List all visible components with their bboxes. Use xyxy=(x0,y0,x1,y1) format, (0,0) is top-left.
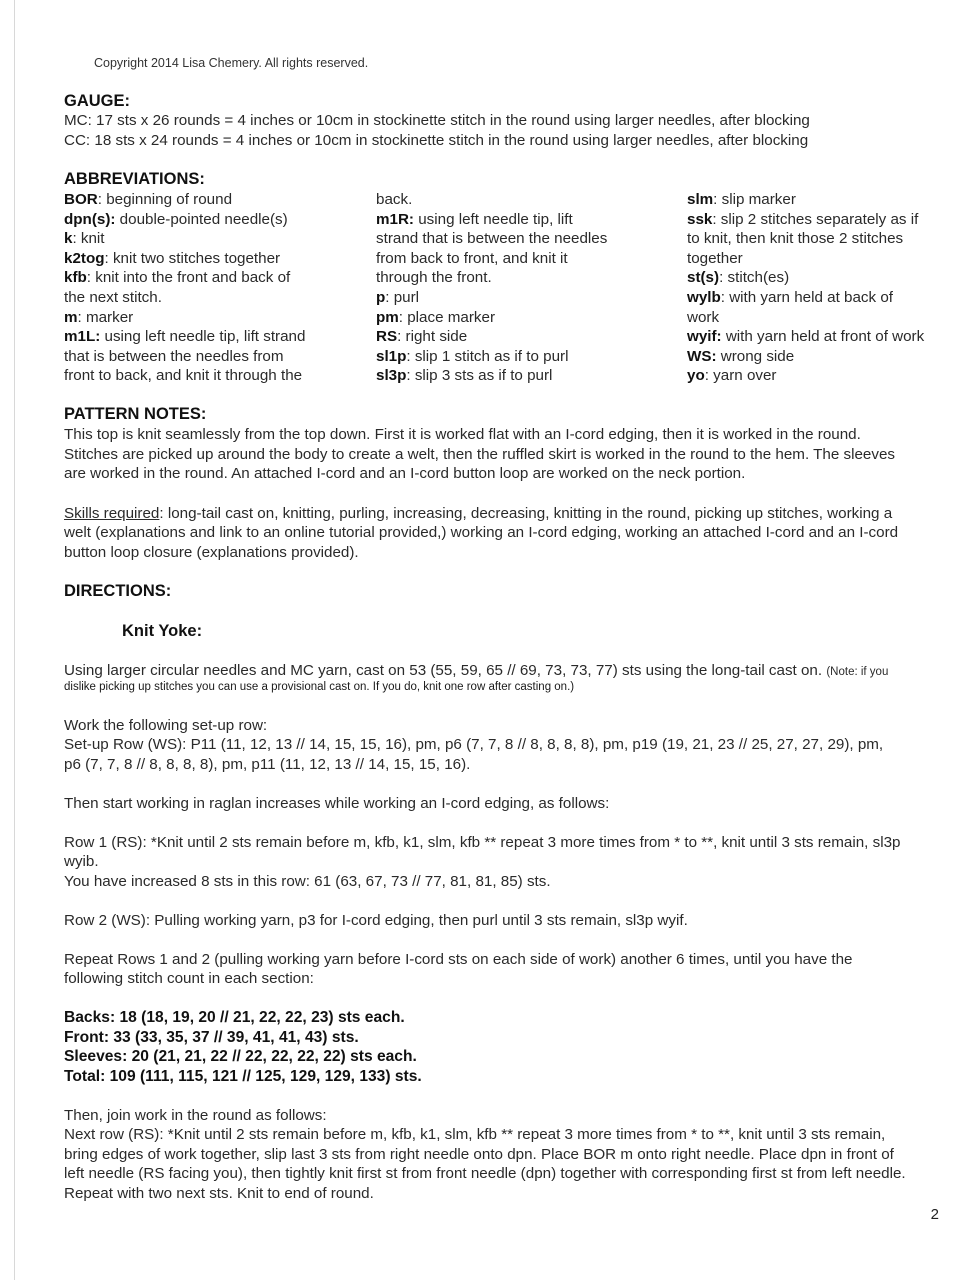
abbreviation-line xyxy=(64,229,305,249)
abbreviation-term: k xyxy=(64,230,73,248)
knit-yoke-subheading: Knit Yoke: xyxy=(122,622,203,640)
abbreviations-heading: ABBREVIATIONS: xyxy=(64,170,205,188)
abbreviation-definition: : slip 2 stitches separately as if xyxy=(712,210,919,228)
repeat-line: Repeat Rows 1 and 2 (pulling working yarn before I-cord sts on each side of work) another 6 times, until you have the xyxy=(64,951,853,968)
abbreviation-definition: : beginning of round xyxy=(97,191,233,208)
abbreviation-line xyxy=(376,288,607,308)
abbreviation-definition: wrong side xyxy=(716,347,795,365)
abbreviation-definition: front to back, and knit it through the xyxy=(64,367,303,385)
abbreviation-term: p xyxy=(376,288,386,306)
join-line: bring edges of work together, slip last 3 sts from right needle onto dpn. Place BOR m onto right needle. Place dpn in front of xyxy=(64,1146,894,1163)
abbreviation-line xyxy=(64,288,305,308)
cast-on-line xyxy=(64,661,888,683)
abbreviation-definition: : knit two stitches together xyxy=(104,249,281,267)
abbreviation-line xyxy=(64,366,305,386)
cast-on-note: (Note: if you xyxy=(826,666,889,678)
abbreviation-term: RS xyxy=(376,328,398,346)
abbreviation-line xyxy=(376,229,607,249)
abbreviation-term: slm xyxy=(687,191,714,208)
stitch-count-sleeves: Sleeves: 20 (21, 21, 22 // 22, 22, 22, 22) sts each. xyxy=(64,1048,417,1065)
abbreviation-term: ssk xyxy=(687,210,713,228)
abbreviation-line xyxy=(376,327,607,347)
pattern-notes-line: are worked in the round. An attached I-cord and an I-cord button loop are worked on the neck portion. xyxy=(64,465,746,482)
abbreviation-line xyxy=(376,190,607,210)
abbreviation-term: yo xyxy=(687,367,705,385)
abbreviation-line xyxy=(687,268,924,288)
abbreviation-line xyxy=(64,347,305,367)
abbreviation-line xyxy=(376,268,607,288)
abbreviation-term: kfb xyxy=(64,269,87,287)
skills-line: welt (explanations and link to an online tutorial provided,) working an I-cord edging, working an attached I-cord and an I-cord xyxy=(64,524,899,541)
abbreviation-term: m xyxy=(64,308,78,326)
abbreviation-term: wyif: xyxy=(687,328,722,346)
abbreviation-term: m1R: xyxy=(376,210,414,228)
abbreviation-line xyxy=(687,249,924,269)
abbreviation-line xyxy=(376,308,607,328)
abbreviation-line xyxy=(64,190,305,210)
abbreviation-term: BOR xyxy=(64,191,98,208)
skills-required-text: : long-tail cast on, knitting, purling, increasing, decreasing, knitting in the round, picking up stitches, working a xyxy=(159,505,893,522)
abbreviation-line xyxy=(376,249,607,269)
abbreviation-definition: double-pointed needle(s) xyxy=(115,210,288,228)
cast-on-note-line: dislike picking up stitches you can use a provisional cast on. If you do, knit one row after casting on.) xyxy=(64,681,575,693)
abbreviation-line xyxy=(64,210,305,230)
abbreviation-definition: : marker xyxy=(77,308,134,326)
abbreviations-column-3 xyxy=(687,190,924,386)
cast-on-text: Using larger circular needles and MC yarn, cast on 53 (55, 59, 65 // 69, 73, 73, 77) sts using the long-tail cast on. xyxy=(64,662,823,679)
abbreviation-definition: that is between the needles from xyxy=(64,347,284,365)
abbreviation-definition: : slip marker xyxy=(713,191,796,208)
abbreviation-definition: : knit into the front and back of xyxy=(86,269,291,287)
abbreviation-definition: : stitch(es) xyxy=(719,269,790,287)
abbreviation-line xyxy=(687,288,924,308)
abbreviations-column-1 xyxy=(64,190,305,386)
gauge-cc: CC: 18 sts x 24 rounds = 4 inches or 10cm in stockinette stitch in the round using larger needles, after blocking xyxy=(64,132,809,149)
stitch-count-total: Total: 109 (111, 115, 121 // 125, 129, 129, 133) sts. xyxy=(64,1068,422,1085)
page-edge xyxy=(14,0,15,1280)
copyright-notice: Copyright 2014 Lisa Chemery. All rights reserved. xyxy=(94,56,369,70)
abbreviation-term: WS: xyxy=(687,347,717,365)
abbreviation-term: dpn(s): xyxy=(64,210,116,228)
abbreviation-definition: with yarn held at front of work xyxy=(721,328,925,346)
abbreviation-line xyxy=(687,327,924,347)
abbreviation-line xyxy=(64,249,305,269)
abbreviation-definition: through the front. xyxy=(376,269,492,287)
skills-required-line xyxy=(64,504,892,524)
abbreviation-term: pm xyxy=(376,308,399,326)
setup-row-line: Set-up Row (WS): P11 (11, 12, 13 // 14, 15, 15, 16), pm, p6 (7, 7, 8 // 8, 8, 8, 8), pm, p19 (19, 21, 23 // 25, 27, 27, 29), pm, xyxy=(64,736,884,753)
abbreviation-line xyxy=(687,366,924,386)
abbreviation-term: st(s) xyxy=(687,269,720,287)
abbreviations-column-2 xyxy=(376,190,607,386)
abbreviation-definition: from back to front, and knit it xyxy=(376,249,568,267)
gauge-mc: MC: 17 sts x 26 rounds = 4 inches or 10cm in stockinette stitch in the round using larger needles, after blocking xyxy=(64,112,810,129)
pattern-notes-line: Stitches are picked up around the body to create a welt, then the ruffled skirt is worked in the round to the hem. The sleeves xyxy=(64,446,896,463)
join-line: Repeat with two next sts. Knit to end of round. xyxy=(64,1185,374,1202)
abbreviation-term: k2tog xyxy=(64,249,105,267)
abbreviation-definition: the next stitch. xyxy=(64,288,162,306)
abbreviation-definition: : slip 3 sts as if to purl xyxy=(406,367,553,385)
abbreviation-line xyxy=(376,210,607,230)
pattern-notes-heading: PATTERN NOTES: xyxy=(64,405,207,423)
row2-line: Row 2 (WS): Pulling working yarn, p3 for I-cord edging, then purl until 3 sts remain, sl3p wyif. xyxy=(64,912,688,929)
abbreviation-definition: : place marker xyxy=(398,308,496,326)
abbreviation-definition: work xyxy=(687,308,720,326)
abbreviation-line xyxy=(64,327,305,347)
row1-line: You have increased 8 sts in this row: 61 (63, 67, 73 // 77, 81, 81, 85) sts. xyxy=(64,873,551,890)
abbreviation-term: wylb xyxy=(687,288,721,306)
abbreviation-term: sl1p xyxy=(376,347,407,365)
row1-line: wyib. xyxy=(64,853,99,870)
page-number: 2 xyxy=(930,1206,939,1223)
setup-intro: Work the following set-up row: xyxy=(64,717,268,734)
row1-line: Row 1 (RS): *Knit until 2 sts remain before m, kfb, k1, slm, kfb ** repeat 3 more times from * to **, knit until 3 sts remain, sl3p xyxy=(64,834,901,851)
abbreviation-definition: together xyxy=(687,249,743,267)
abbreviation-definition: using left needle tip, lift xyxy=(413,210,573,228)
gauge-heading: GAUGE: xyxy=(64,92,130,110)
abbreviation-definition: : knit xyxy=(72,230,105,248)
abbreviation-line xyxy=(687,210,924,230)
skills-line: button loop closure (explanations provided). xyxy=(64,544,359,561)
abbreviation-definition: : yarn over xyxy=(704,367,777,385)
abbreviation-term: sl3p xyxy=(376,367,407,385)
abbreviation-line xyxy=(687,308,924,328)
abbreviation-line xyxy=(376,366,607,386)
abbreviation-line xyxy=(687,229,924,249)
abbreviation-line xyxy=(64,268,305,288)
abbreviation-definition: : with yarn held at back of xyxy=(720,288,893,306)
abbreviation-line xyxy=(64,308,305,328)
abbreviation-definition: back. xyxy=(376,191,413,208)
stitch-count-front: Front: 33 (33, 35, 37 // 39, 41, 41, 43) sts. xyxy=(64,1029,359,1046)
repeat-line: following stitch count in each section: xyxy=(64,970,314,987)
join-line: Then, join work in the round as follows: xyxy=(64,1107,327,1124)
abbreviation-definition: : slip 1 stitch as if to purl xyxy=(406,347,569,365)
abbreviation-definition: using left needle tip, lift strand xyxy=(100,328,306,346)
join-line: Next row (RS): *Knit until 2 sts remain before m, kfb, k1, slm, kfb ** repeat 3 more times from * to **, knit until 3 sts remain, xyxy=(64,1126,886,1143)
abbreviation-definition: to knit, then knit those 2 stitches xyxy=(687,230,904,248)
stitch-count-backs: Backs: 18 (18, 19, 20 // 21, 22, 22, 23) sts each. xyxy=(64,1009,405,1026)
abbreviation-term: m1L: xyxy=(64,328,101,346)
abbreviation-definition: : right side xyxy=(397,328,468,346)
abbreviation-definition: : purl xyxy=(385,288,420,306)
skills-required-label: Skills required xyxy=(64,505,160,522)
abbreviation-definition: strand that is between the needles xyxy=(376,230,608,248)
setup-row-line: p6 (7, 7, 8 // 8, 8, 8, 8), pm, p11 (11, 12, 13 // 14, 15, 15, 16). xyxy=(64,756,471,773)
abbreviation-line xyxy=(687,190,924,210)
pattern-notes-line: This top is knit seamlessly from the top down. First it is worked flat with an I-cord edging, then it is worked in the round. xyxy=(64,426,861,443)
abbreviation-line xyxy=(376,347,607,367)
raglan-intro: Then start working in raglan increases while working an I-cord edging, as follows: xyxy=(64,795,610,812)
join-line: left needle (RS facing you), then tightly knit first st from front needle (dpn) together with corresponding first st from left needle. xyxy=(64,1165,906,1182)
directions-heading: DIRECTIONS: xyxy=(64,582,172,600)
abbreviation-line xyxy=(687,347,924,367)
